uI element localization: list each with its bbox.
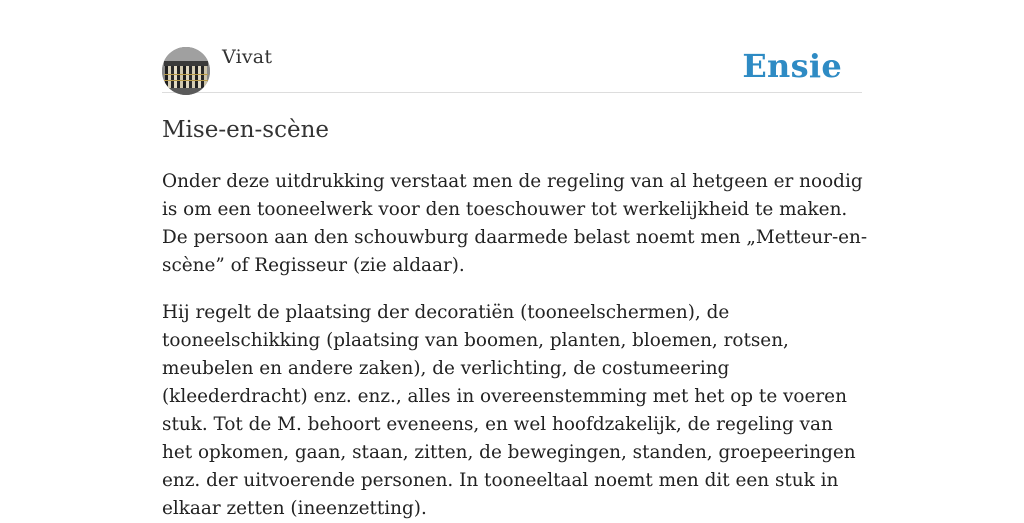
book-spines-icon bbox=[162, 47, 210, 95]
page-header bbox=[162, 0, 862, 93]
article-paragraph: Onder deze uitdrukking verstaat men de regeling van al hetgeen er noodig is om een tooneelwerk voor den toeschouwer tot werkelijkheid te maken. De persoon aan den schouwburg daarmede belast noemt men „Metteur-en-scène” of Regisseur (zie aldaar). bbox=[162, 171, 868, 276]
source-name[interactable]: Vivat bbox=[222, 46, 273, 68]
article-title: Mise-en-scène bbox=[162, 117, 330, 143]
article-paragraph: Hij regelt de plaatsing der decoratiën (tooneelschermen), de tooneelschikking (plaatsing van boomen, planten, bloemen, rotsen, meubelen en andere zaken), de verlichting, de costumeering (kleederdracht) enz. enz., alles in overeenstemming met het op te voeren stuk. Tot de M. behoort eveneens, en wel hoofdzakelijk, de regeling van het opkomen, gaan, staan, zitten, de bewegingen, standen, groepeeringen enz. der uitvoerende personen. In tooneeltaal noemt men dit een stuk in elkaar zetten (ineenzetting). bbox=[162, 302, 856, 519]
brand-logo[interactable]: Ensie bbox=[742, 47, 842, 85]
page-container bbox=[162, 0, 868, 519]
source-avatar[interactable] bbox=[162, 47, 210, 95]
